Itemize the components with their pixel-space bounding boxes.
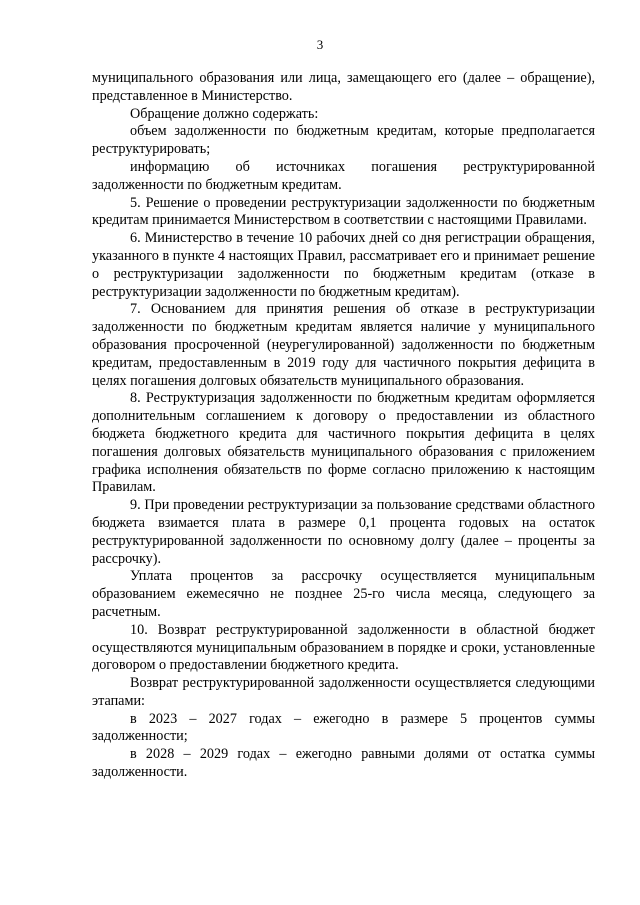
- paragraph-continuation: муниципального образования или лица, замещающего его (далее – обращение), представленное в Министерство.: [92, 70, 595, 104]
- paragraph-appeal-contents: Обращение должно содержать:: [130, 105, 319, 122]
- document-body: [92, 70, 595, 782]
- page-number: 3: [316, 37, 324, 52]
- paragraph-item-6: 6. Министерство в течение 10 рабочих дней со дня регистрации обращения, указанного в пункте 4 настоящих Правил, рассматривает его и принимает решение о реструктуризации задолженности по бюджетным кредитам (отказе в реструктуризации задолженности по бюджетным кредитам).: [92, 230, 595, 300]
- paragraph-repayment-sources: информацию об источниках погашения реструктурированной задолженности по бюджетным кредитам.: [92, 158, 595, 193]
- paragraph-debt-volume: объем задолженности по бюджетным кредитам, которые предполагается реструктурировать;: [92, 123, 595, 158]
- paragraph-stage-2023-2027: в 2023 – 2027 годах – ежегодно в размере 5 процентов суммы задолженности;: [92, 710, 595, 745]
- paragraph-interest-payment: Уплата процентов за рассрочку осуществляется муниципальным образованием ежемесячно не позднее 25-го числа месяца, следующего за расчетным.: [92, 568, 595, 620]
- paragraph-item-9: 9. При проведении реструктуризации за пользование средствами областного бюджета взимается плата в размере 0,1 процента годовых на остаток реструктурированной задолженности по основному долгу (далее – проценты за рассрочку).: [92, 497, 595, 567]
- paragraph-item-5: 5. Решение о проведении реструктуризации задолженности по бюджетным кредитам принимается Министерством в соответствии с настоящими Правилами.: [92, 194, 595, 229]
- paragraph-stage-2028-2029: в 2028 – 2029 годах – ежегодно равными долями от остатка суммы задолженности.: [92, 746, 595, 781]
- paragraph-repayment-stages: Возврат реструктурированной задолженности осуществляется следующими этапами:: [92, 675, 595, 709]
- paragraph-item-8: 8. Реструктуризация задолженности по бюджетным кредитам оформляется дополнительным соглашением к договору о предоставлении из областного бюджета бюджетного кредита для частичного покрытия дефицита в целях погашения долговых обязательств муниципального образования с приложением графика исполнения обязательств по форме согласно приложению к настоящим Правилам.: [92, 390, 595, 496]
- paragraph-item-10: 10. Возврат реструктурированной задолженности в областной бюджет осуществляются муниципальным образованием в порядке и сроки, установленные договором о предоставлении бюджетного кредита.: [92, 621, 595, 674]
- paragraph-item-7: 7. Основанием для принятия решения об отказе в реструктуризации задолженности по бюджетным кредитам является наличие у муниципального образования просроченной (неурегулированной) задолженности по бюджетным кредитам, предоставленным в 2019 году для частичного покрытия дефицита в целях погашения долговых обязательств муниципального образования.: [92, 301, 595, 389]
